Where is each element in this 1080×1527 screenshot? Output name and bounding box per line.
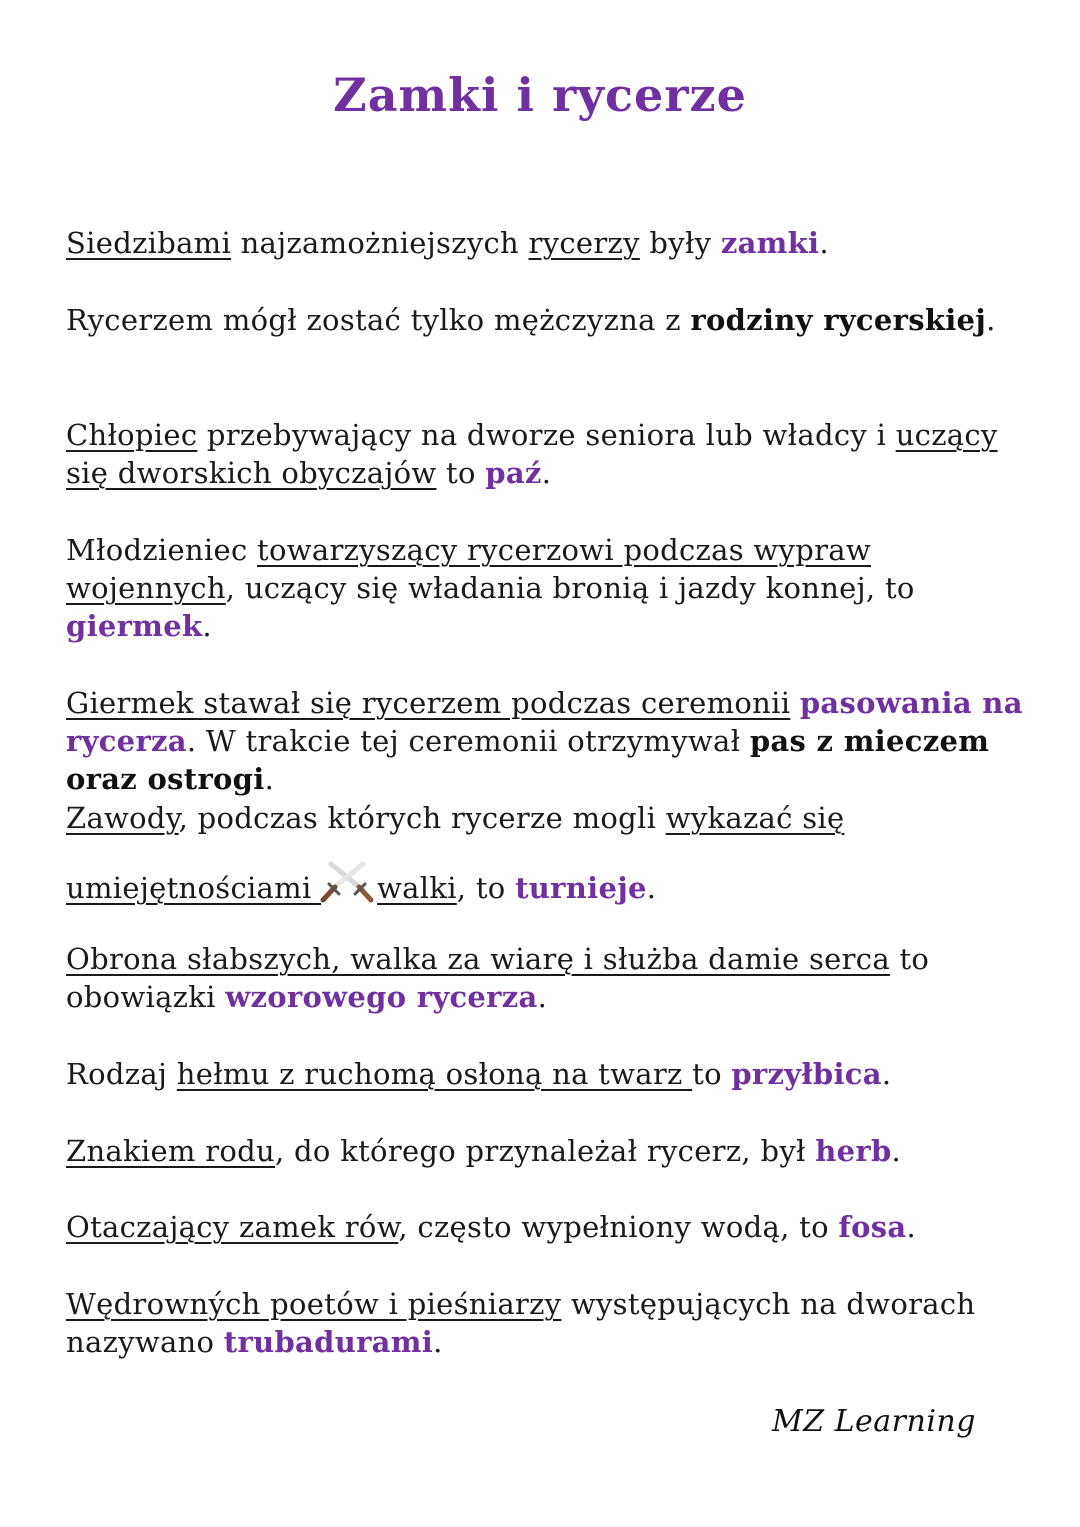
paragraph-2: Rycerzem mógł zostać tylko mężczyzna z rodziny rycerskiej. xyxy=(66,303,996,337)
term: uczący się dworskich obyczajów xyxy=(66,418,998,490)
keyword: przyłbica xyxy=(731,1057,882,1091)
term: Siedzibami xyxy=(66,226,232,260)
keyword: fosa xyxy=(838,1210,907,1244)
page-title: Zamki i rycerze xyxy=(333,68,747,122)
term: towarzyszący rycerzowi podczas wypraw wojennych xyxy=(66,533,871,605)
term: Otaczający zamek rów xyxy=(66,1210,399,1244)
signature: MZ Learning xyxy=(772,1404,976,1439)
term: walki xyxy=(377,871,457,905)
term: Znakiem rodu xyxy=(66,1134,276,1168)
paragraph-6: Zawody, podczas których rycerze mogli wykazać się xyxy=(66,801,845,835)
paragraph-9: Znakiem rodu, do którego przynależał rycerz, był herb. xyxy=(66,1134,902,1168)
term: Giermek stawał się rycerzem podczas ceremonii xyxy=(66,686,791,720)
term: rycerzy xyxy=(528,226,640,260)
term: Chłopiec xyxy=(66,418,198,452)
bold-phrase: rodziny rycerskiej xyxy=(690,303,987,337)
term: Zawody xyxy=(66,801,179,835)
keyword: zamki xyxy=(720,226,820,260)
paragraph-10: Otaczający zamek rów, często wypełniony wodą, to fosa. xyxy=(66,1210,917,1244)
keyword: turnieje xyxy=(515,871,647,905)
term: umiejętnościami xyxy=(66,871,322,905)
paragraph-7: Obrona słabszych, walka za wiarę i służba damie serca to obowiązki wzorowego rycerza. xyxy=(66,942,930,1014)
term: Wędrowných poetów i pieśniarzy xyxy=(66,1287,562,1321)
paragraph-5: Giermek stawał się rycerzem podczas ceremonii pasowania na rycerza. W trakcie tej ceremonii otrzymywał pas z mieczem oraz ostrogi. xyxy=(66,686,1023,796)
bold-phrase: pas z mieczem oraz ostrogi xyxy=(66,724,990,796)
paragraph-4: Młodzieniec towarzyszący rycerzowi podczas wypraw wojennych, uczący się władania bronią i jazdy konnej, to giermek. xyxy=(66,533,915,643)
term: Obrona słabszych, walka za wiarę i służba damie serca xyxy=(66,942,890,976)
paragraph-8: Rodzaj hełmu z ruchomą osłoną na twarz to przyłbica. xyxy=(66,1057,892,1091)
paragraph-6-cont: umiejętnościami walki, to turnieje. xyxy=(66,860,1026,907)
keyword: trubadurami xyxy=(223,1325,434,1359)
paragraph-11: Wędrowných poetów i pieśniarzy występujących na dworach nazywano trubadurami. xyxy=(66,1287,976,1359)
paragraph-3: Chłopiec przebywający na dworze seniora lub władcy i uczący się dworskich obyczajów to paź. xyxy=(66,418,998,490)
keyword: wzorowego rycerza xyxy=(225,980,538,1014)
crossed-swords-icon xyxy=(319,860,375,904)
paragraph-1: Siedzibami najzamożniejszych rycerzy były zamki. xyxy=(66,226,829,260)
term: wykazać się xyxy=(665,801,845,835)
keyword: pasowania na rycerza xyxy=(66,686,1023,758)
keyword: giermek xyxy=(66,609,203,643)
keyword: paź xyxy=(485,456,542,490)
keyword: herb xyxy=(815,1134,892,1168)
term: hełmu z ruchomą osłoną na twarz xyxy=(176,1057,693,1091)
